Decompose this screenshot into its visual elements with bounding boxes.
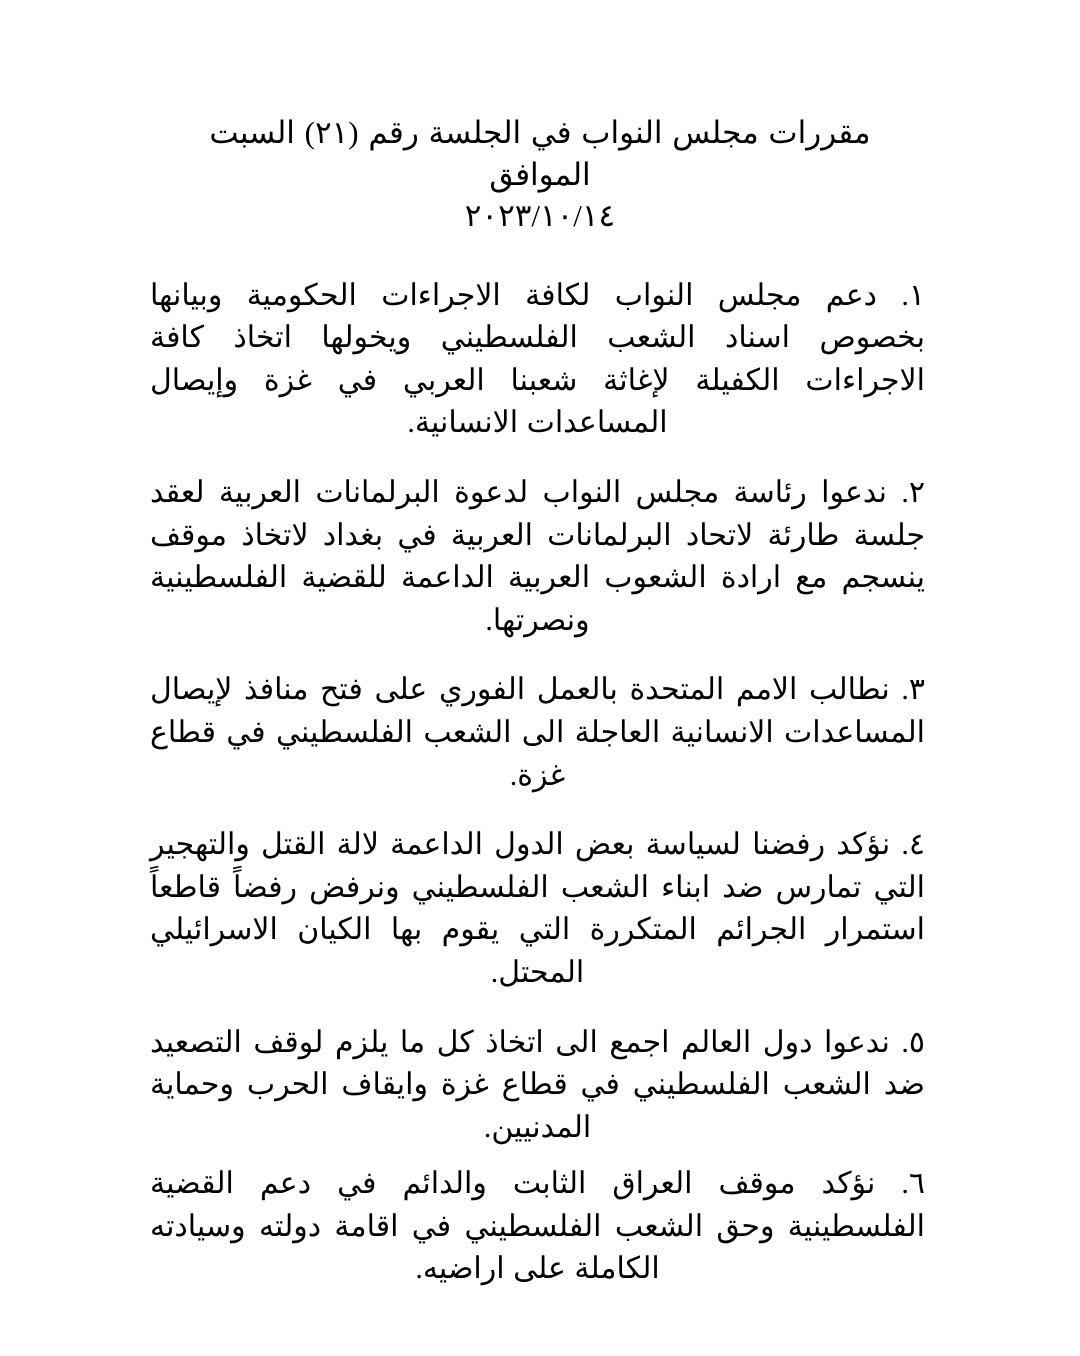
list-item-text: ندعوا دول العالم اجمع الى اتخاذ كل ما يلزم لوقف التصعيد ضد الشعب الفلسطيني في قطاع غزة وايقاف الحرب وحماية المدنيين. bbox=[150, 1025, 925, 1144]
list-item-text: ندعوا رئاسة مجلس النواب لدعوة البرلمانات العربية لعقد جلسة طارئة لاتحاد البرلمانات العربية في بغداد لاتخاذ موقف ينسجم مع ارادة الشعوب العربية الداعمة للقضية الفلسطينية ونصرتها. bbox=[150, 475, 925, 637]
list-item bbox=[150, 275, 925, 445]
list-item bbox=[150, 472, 925, 642]
list-item-number: ٦. bbox=[901, 1167, 925, 1201]
list-item-number: ٢. bbox=[901, 475, 926, 509]
document-date: ٢٠٢٣/١٠/١٤ bbox=[464, 198, 616, 234]
list-item bbox=[150, 1163, 925, 1291]
list-item-number: ٥. bbox=[901, 1025, 925, 1059]
list-item-text: نؤكد رفضنا لسياسة بعض الدول الداعمة لالة القتل والتهجير التي تمارس ضد ابناء الشعب الفلسطيني ونرفض رفضاً قاطعاً استمرار الجرائم المتكررة التي يقوم بها الكيان الاسرائيلي المحتل. bbox=[150, 828, 925, 989]
list-item-text: نؤكد موقف العراق الثابت والدائم في دعم القضية الفلسطينية وحق الشعب الفلسطيني في اقامة دولته وسيادته الكاملة على اراضيه. bbox=[150, 1167, 925, 1286]
document-header bbox=[0, 0, 1080, 237]
list-item bbox=[150, 824, 925, 994]
list-item bbox=[150, 669, 925, 797]
resolutions-list bbox=[0, 275, 1080, 1291]
list-item bbox=[150, 1022, 925, 1150]
list-item-text: دعم مجلس النواب لكافة الاجراءات الحكومية وبيانها بخصوص اسناد الشعب الفلسطيني ويخولها اتخاذ كافة الاجراءات الكفيلة لإغاثة شعبنا العربي في غزة وإيصال المساعدات الانسانية. bbox=[150, 278, 925, 440]
page-title: مقررات مجلس النواب في الجلسة رقم (٢١) السبت الموافق bbox=[209, 115, 871, 192]
list-item-number: ٣. bbox=[901, 673, 925, 707]
list-item-number: ٤. bbox=[901, 828, 926, 862]
list-item-text: نطالب الامم المتحدة بالعمل الفوري على فتح منافذ لإيصال المساعدات الانسانية العاجلة الى الشعب الفلسطيني في قطاع غزة. bbox=[150, 673, 925, 792]
list-item-number: ١. bbox=[901, 278, 925, 312]
